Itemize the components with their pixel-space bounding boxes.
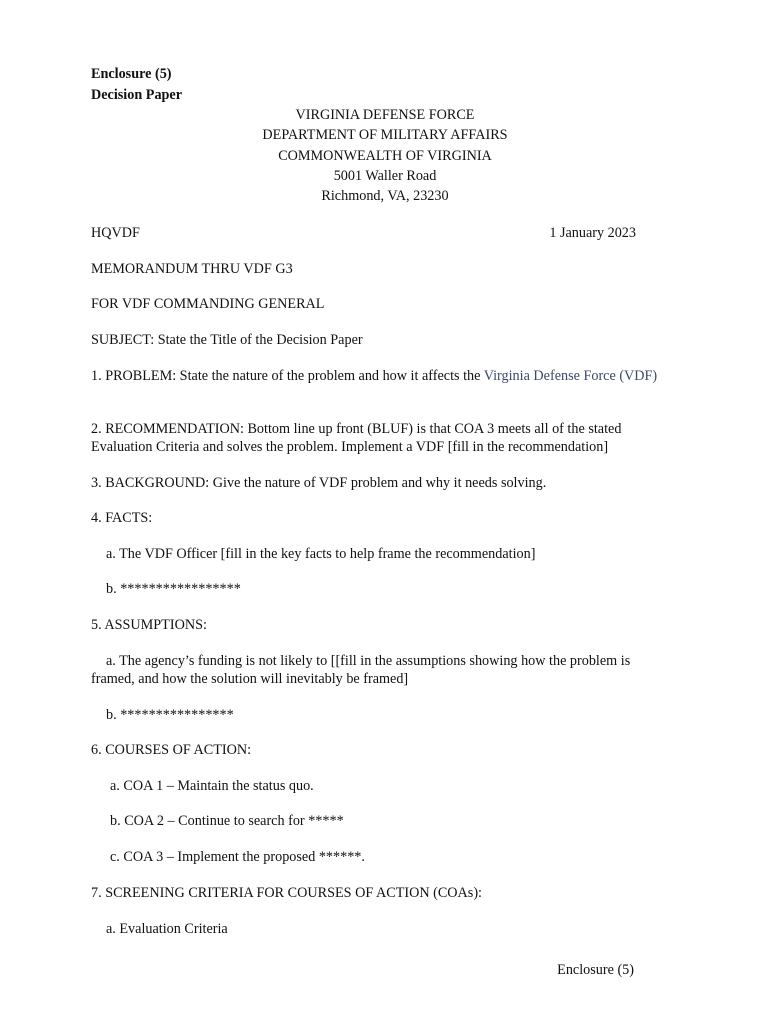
enclosure-heading: Enclosure (5) <box>91 66 172 82</box>
memorandum-thru: MEMORANDUM THRU VDF G3 <box>91 261 293 277</box>
paper-type: Decision Paper <box>91 87 183 103</box>
assumptions-item-a: a. The agency’s funding is not likely to [[fill in the assumptions showing how the problem is framed, and how the solution will inevitably be framed] <box>91 653 631 687</box>
problem-paragraph <box>91 367 673 385</box>
problem-tail: (VDF) <box>615 368 658 384</box>
facts-heading: 4. FACTS: <box>91 510 153 526</box>
screening-item-a: a. Evaluation Criteria <box>106 921 228 937</box>
assumptions-item-b: b. **************** <box>106 707 234 723</box>
letterhead-line-2: DEPARTMENT OF MILITARY AFFAIRS <box>262 127 508 143</box>
problem-highlight: Virginia Defense Force <box>483 368 616 384</box>
page-footer: Enclosure (5) <box>557 962 634 978</box>
letterhead-line-3: COMMONWEALTH OF VIRGINIA <box>278 148 492 164</box>
coa-item-a: a. COA 1 – Maintain the status quo. <box>110 778 314 794</box>
facts-item-b: b. ***************** <box>106 581 241 597</box>
coa-item-c: c. COA 3 – Implement the proposed ******. <box>110 849 365 865</box>
assumptions-heading: 5. ASSUMPTIONS: <box>91 617 207 633</box>
letterhead-line-1: VIRGINIA DEFENSE FORCE <box>295 107 475 123</box>
office-symbol: HQVDF <box>91 225 140 241</box>
memorandum-for: FOR VDF COMMANDING GENERAL <box>91 296 325 312</box>
problem-text: 1. PROBLEM: State the nature of the problem and how it affects the <box>91 368 484 384</box>
letterhead-line-4: 5001 Waller Road <box>333 168 437 184</box>
coa-item-b: b. COA 2 – Continue to search for ***** <box>110 813 344 829</box>
memo-date: 1 January 2023 <box>549 225 636 241</box>
courses-of-action-heading: 6. COURSES OF ACTION: <box>91 742 252 758</box>
facts-item-a: a. The VDF Officer [fill in the key facts to help frame the recommendation] <box>106 546 536 562</box>
background-paragraph: 3. BACKGROUND: Give the nature of VDF problem and why it needs solving. <box>91 475 547 491</box>
subject-line: SUBJECT: State the Title of the Decision Paper <box>91 332 363 348</box>
recommendation-paragraph: 2. RECOMMENDATION: Bottom line up front (BLUF) is that COA 3 meets all of the stated Evaluation Criteria and solves the problem. Implement a VDF [fill in the recommendation] <box>91 421 622 455</box>
letterhead-line-5: Richmond, VA, 23230 <box>321 188 449 204</box>
screening-heading: 7. SCREENING CRITERIA FOR COURSES OF ACTION (COAs): <box>91 885 482 901</box>
